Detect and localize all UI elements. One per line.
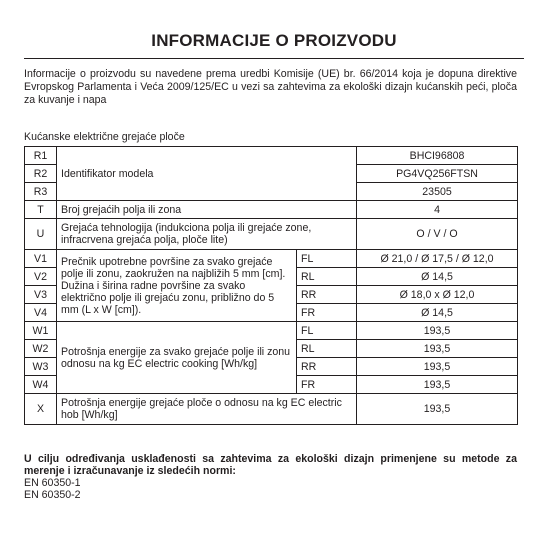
title-divider: [24, 58, 524, 59]
table-row: [25, 394, 518, 425]
product-info-table: [24, 146, 518, 425]
intro-paragraph: Informacije o proizvodu su navedene prema uredbi Komisije (UE) br. 66/2014 koja je dopuna direktive Evropskog Parlamenta i Veća 2009/125/EC u vezi sa zahtevima za ekološki dizajn kućanskih peći, ploča za kuvanje i napa: [24, 68, 517, 106]
row-code: R1: [25, 147, 57, 165]
row-value: BHCI96808: [357, 147, 518, 165]
zone-position: FL: [297, 250, 357, 268]
row-code: W2: [25, 340, 57, 358]
row-description: Identifikator modela: [57, 147, 357, 201]
row-code: X: [25, 394, 57, 425]
standards-lead: U cilju određivanja usklađenosti sa zahtevima za ekološki dizajn primenjene su metode za merenje i izračunavanje iz sledećih normi:: [24, 453, 517, 477]
row-description: Potrošnja energije za svako grejaće polje ili zonu odnosu na kg EC electric cooking [Wh/kg]: [57, 322, 297, 394]
table-caption: Kućanske električne grejaće ploče: [24, 131, 185, 143]
row-code: R2: [25, 165, 57, 183]
zone-position: RL: [297, 268, 357, 286]
row-code: V2: [25, 268, 57, 286]
row-value: Ø 21,0 / Ø 17,5 / Ø 12,0: [357, 250, 518, 268]
row-code: W4: [25, 376, 57, 394]
table-row: [25, 201, 518, 219]
row-code: U: [25, 219, 57, 250]
zone-position: FR: [297, 376, 357, 394]
table-row: [25, 250, 518, 268]
zone-position: RR: [297, 358, 357, 376]
row-value: PG4VQ256FTSN: [357, 165, 518, 183]
table-row: [25, 322, 518, 340]
row-description: Prečnik upotrebne površine za svako grejaće polje ili zonu, zaokružen na najbližih 5 mm [cm]. Dužina i širina radne površine za svako električno polje ili grejaću zonu, približno do 5 mm (L x W [cm]).: [57, 250, 297, 322]
row-code: T: [25, 201, 57, 219]
row-value: 193,5: [357, 340, 518, 358]
row-value: 193,5: [357, 358, 518, 376]
row-value: 193,5: [357, 394, 518, 425]
row-value: 193,5: [357, 322, 518, 340]
row-value: 4: [357, 201, 518, 219]
row-code: V3: [25, 286, 57, 304]
zone-position: RL: [297, 340, 357, 358]
zone-position: RR: [297, 286, 357, 304]
row-code: W3: [25, 358, 57, 376]
row-value: Ø 18,0 x Ø 12,0: [357, 286, 518, 304]
row-description: Grejaća tehnologija (indukciona polja ili grejaće zone, infracrvena grejaća polja, ploče lite): [57, 219, 357, 250]
standard-item: EN 60350-1: [24, 477, 81, 489]
row-value: Ø 14,5: [357, 304, 518, 322]
table-row: [25, 147, 518, 165]
zone-position: FL: [297, 322, 357, 340]
standard-item: EN 60350-2: [24, 489, 81, 501]
document-title: INFORMACIJE O PROIZVODU: [151, 31, 397, 50]
row-code: R3: [25, 183, 57, 201]
row-code: V1: [25, 250, 57, 268]
row-value: O / V / O: [357, 219, 518, 250]
row-value: 193,5: [357, 376, 518, 394]
row-code: W1: [25, 322, 57, 340]
zone-position: FR: [297, 304, 357, 322]
row-value: Ø 14,5: [357, 268, 518, 286]
standards-note: [24, 453, 517, 501]
row-description: Potrošnja energije grejaće ploče o odnosu na kg EC electric hob [Wh/kg]: [57, 394, 357, 425]
table-row: [25, 219, 518, 250]
row-code: V4: [25, 304, 57, 322]
row-description: Broj grejaćih polja ili zona: [57, 201, 357, 219]
row-value: 23505: [357, 183, 518, 201]
